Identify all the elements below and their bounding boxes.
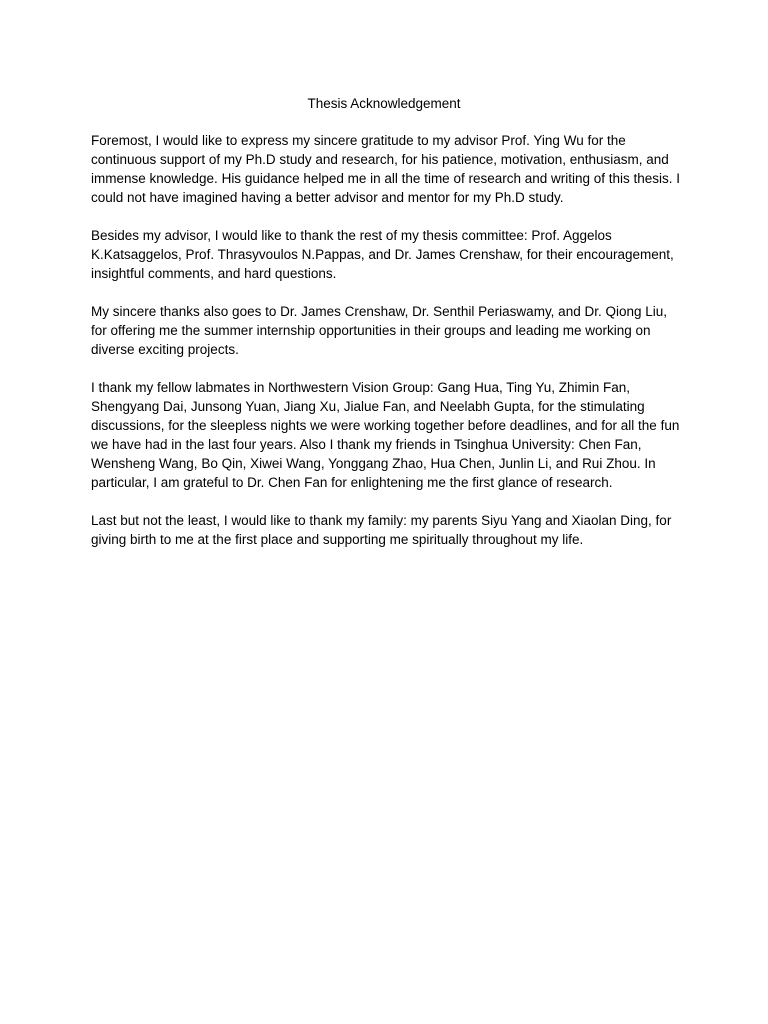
document-body bbox=[91, 131, 683, 568]
document-title: Thesis Acknowledgement bbox=[307, 96, 461, 111]
paragraph-family: Last but not the least, I would like to thank my family: my parents Siyu Yang and Xiaolan Ding, for giving birth to me at the first place and supporting me spiritually throughout my life. bbox=[91, 513, 672, 547]
paragraph-labmates: I thank my fellow labmates in Northwestern Vision Group: Gang Hua, Ting Yu, Zhimin Fan, Shengyang Dai, Junsong Yuan, Jiang Xu, Jialue Fan, and Neelabh Gupta, for the stimulating discussions, for the sleepless nights we were working together before deadlines, and for all the fun we have had in the last four years. Also I thank my friends in Tsinghua University: Chen Fan, Wensheng Wang, Bo Qin, Xiwei Wang, Yonggang Zhao, Hua Chen, Junlin Li, and Rui Zhou. In particular, I am grateful to Dr. Chen Fan for enlightening me the first glance of research. bbox=[91, 380, 680, 490]
paragraph-internship: My sincere thanks also goes to Dr. James Crenshaw, Dr. Senthil Periaswamy, and Dr. Qiong Liu, for offering me the summer internship opportunities in their groups and leading me working on diverse exciting projects. bbox=[91, 304, 668, 357]
paragraph-advisor: Foremost, I would like to express my sincere gratitude to my advisor Prof. Ying Wu for the continuous support of my Ph.D study and research, for his patience, motivation, enthusiasm, and immense knowledge. His guidance helped me in all the time of research and writing of this thesis. I could not have imagined having a better advisor and mentor for my Ph.D study. bbox=[91, 133, 681, 205]
paragraph-committee: Besides my advisor, I would like to thank the rest of my thesis committee: Prof. Aggelos K.Katsaggelos, Prof. Thrasyvoulos N.Pappas, and Dr. James Crenshaw, for their encouragement, insightful comments, and hard questions. bbox=[91, 228, 674, 281]
